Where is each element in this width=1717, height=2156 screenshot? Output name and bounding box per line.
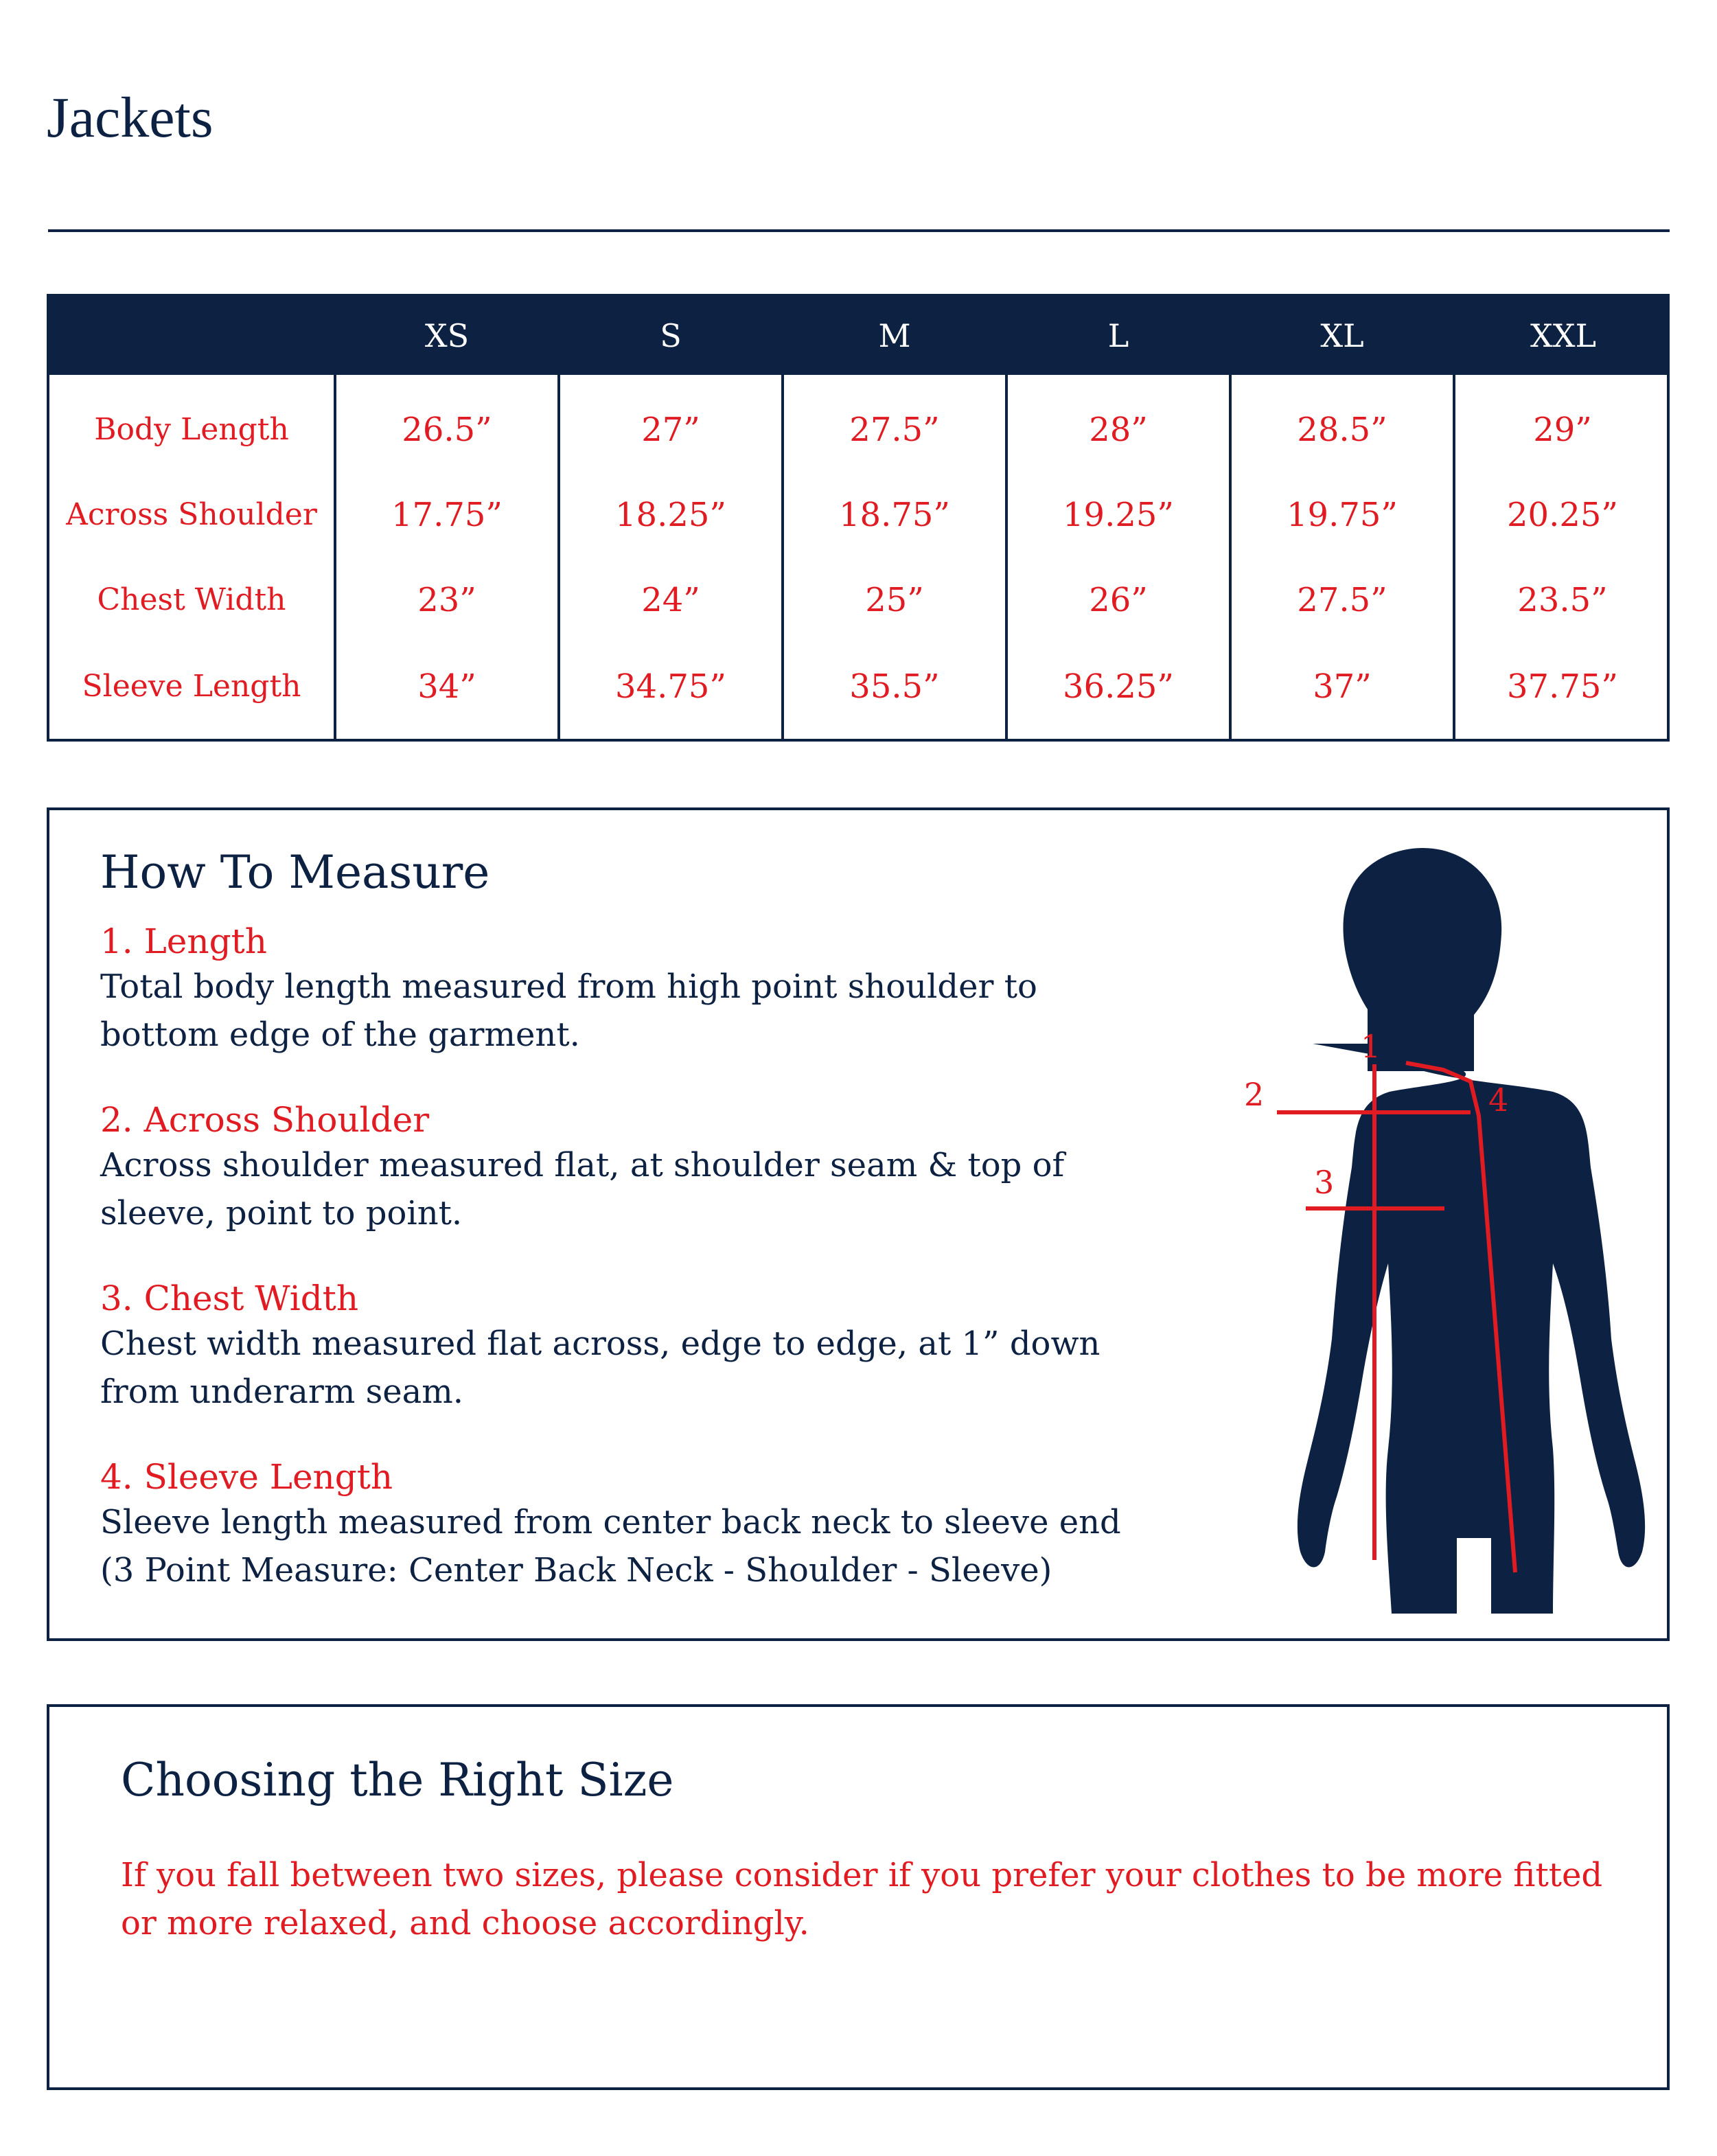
row-label-chest-width: Chest Width	[97, 582, 286, 617]
table-cell: 29”	[1533, 411, 1592, 449]
size-header-xxl: XXL	[1530, 317, 1597, 354]
page-title: Jackets	[47, 86, 214, 150]
step-heading: 3. Chest Width	[100, 1278, 359, 1318]
table-cell: 37.75”	[1507, 667, 1618, 706]
measure-step	[100, 920, 1130, 1059]
marker-2: 2	[1244, 1076, 1265, 1113]
table-cell: 28”	[1089, 411, 1148, 449]
measure-step	[100, 1099, 1130, 1237]
body-silhouette-icon	[1298, 848, 1645, 1614]
table-cell: 19.25”	[1063, 496, 1174, 534]
table-cell: 20.25”	[1507, 496, 1618, 534]
table-cell: 27.5”	[849, 411, 940, 449]
measure-step	[100, 1456, 1130, 1594]
size-header-xs: XS	[424, 317, 470, 354]
table-cell: 36.25”	[1063, 667, 1174, 706]
title-divider	[48, 229, 1670, 232]
size-header-s: S	[660, 317, 682, 354]
size-header-m: M	[878, 317, 911, 354]
table-cell: 18.75”	[839, 496, 950, 534]
body-measurement-figure	[1162, 845, 1683, 1627]
choosing-size-section	[47, 1704, 1670, 2090]
size-header-row	[49, 297, 1667, 375]
row-label-body-length: Body Length	[94, 412, 289, 447]
table-cell: 27”	[641, 411, 700, 449]
table-cell: 26.5”	[402, 411, 492, 449]
table-cell: 37”	[1313, 667, 1372, 706]
table-cell: 35.5”	[849, 667, 940, 706]
table-cell: 27.5”	[1297, 581, 1387, 619]
section-title: How To Measure	[100, 846, 490, 899]
step-description: Chest width measured flat across, edge to edge, at 1” down from underarm seam.	[100, 1324, 1101, 1411]
step-description: Sleeve length measured from center back neck to sleeve end (3 Point Measure: Center Back Neck - Shoulder - Sleeve)	[100, 1503, 1121, 1590]
step-heading: 1. Length	[100, 921, 267, 961]
table-cell: 24”	[641, 581, 700, 619]
table-cell: 18.25”	[615, 496, 726, 534]
row-label-sleeve-length: Sleeve Length	[82, 669, 301, 704]
size-advice-text: If you fall between two sizes, please consider if you prefer your clothes to be more fitted or more relaxed, and choose accordingly.	[121, 1856, 1603, 1942]
marker-4: 4	[1488, 1081, 1509, 1119]
step-heading: 2. Across Shoulder	[100, 1100, 430, 1140]
table-cell: 28.5”	[1297, 411, 1387, 449]
section-title: Choosing the Right Size	[121, 1754, 674, 1807]
measure-step	[100, 1277, 1130, 1416]
table-cell: 19.75”	[1287, 496, 1398, 534]
marker-3: 3	[1314, 1164, 1335, 1201]
table-cell: 23”	[417, 581, 476, 619]
size-header-xl: XL	[1320, 317, 1364, 354]
how-to-measure-section	[47, 807, 1670, 1641]
table-cell: 34”	[417, 667, 476, 706]
table-cell: 17.75”	[391, 496, 503, 534]
step-heading: 4. Sleeve Length	[100, 1457, 393, 1497]
table-cell: 26”	[1089, 581, 1148, 619]
marker-1: 1	[1361, 1028, 1381, 1065]
table-cell: 25”	[865, 581, 924, 619]
step-description: Across shoulder measured flat, at shoulder seam & top of sleeve, point to point.	[100, 1146, 1065, 1232]
size-chart-table	[47, 294, 1670, 742]
table-cell: 23.5”	[1517, 581, 1608, 619]
row-label-across-shoulder: Across Shoulder	[66, 497, 317, 532]
step-description: Total body length measured from high point shoulder to bottom edge of the garment.	[100, 967, 1037, 1054]
size-header-l: L	[1107, 317, 1129, 354]
table-cell: 34.75”	[615, 667, 726, 706]
